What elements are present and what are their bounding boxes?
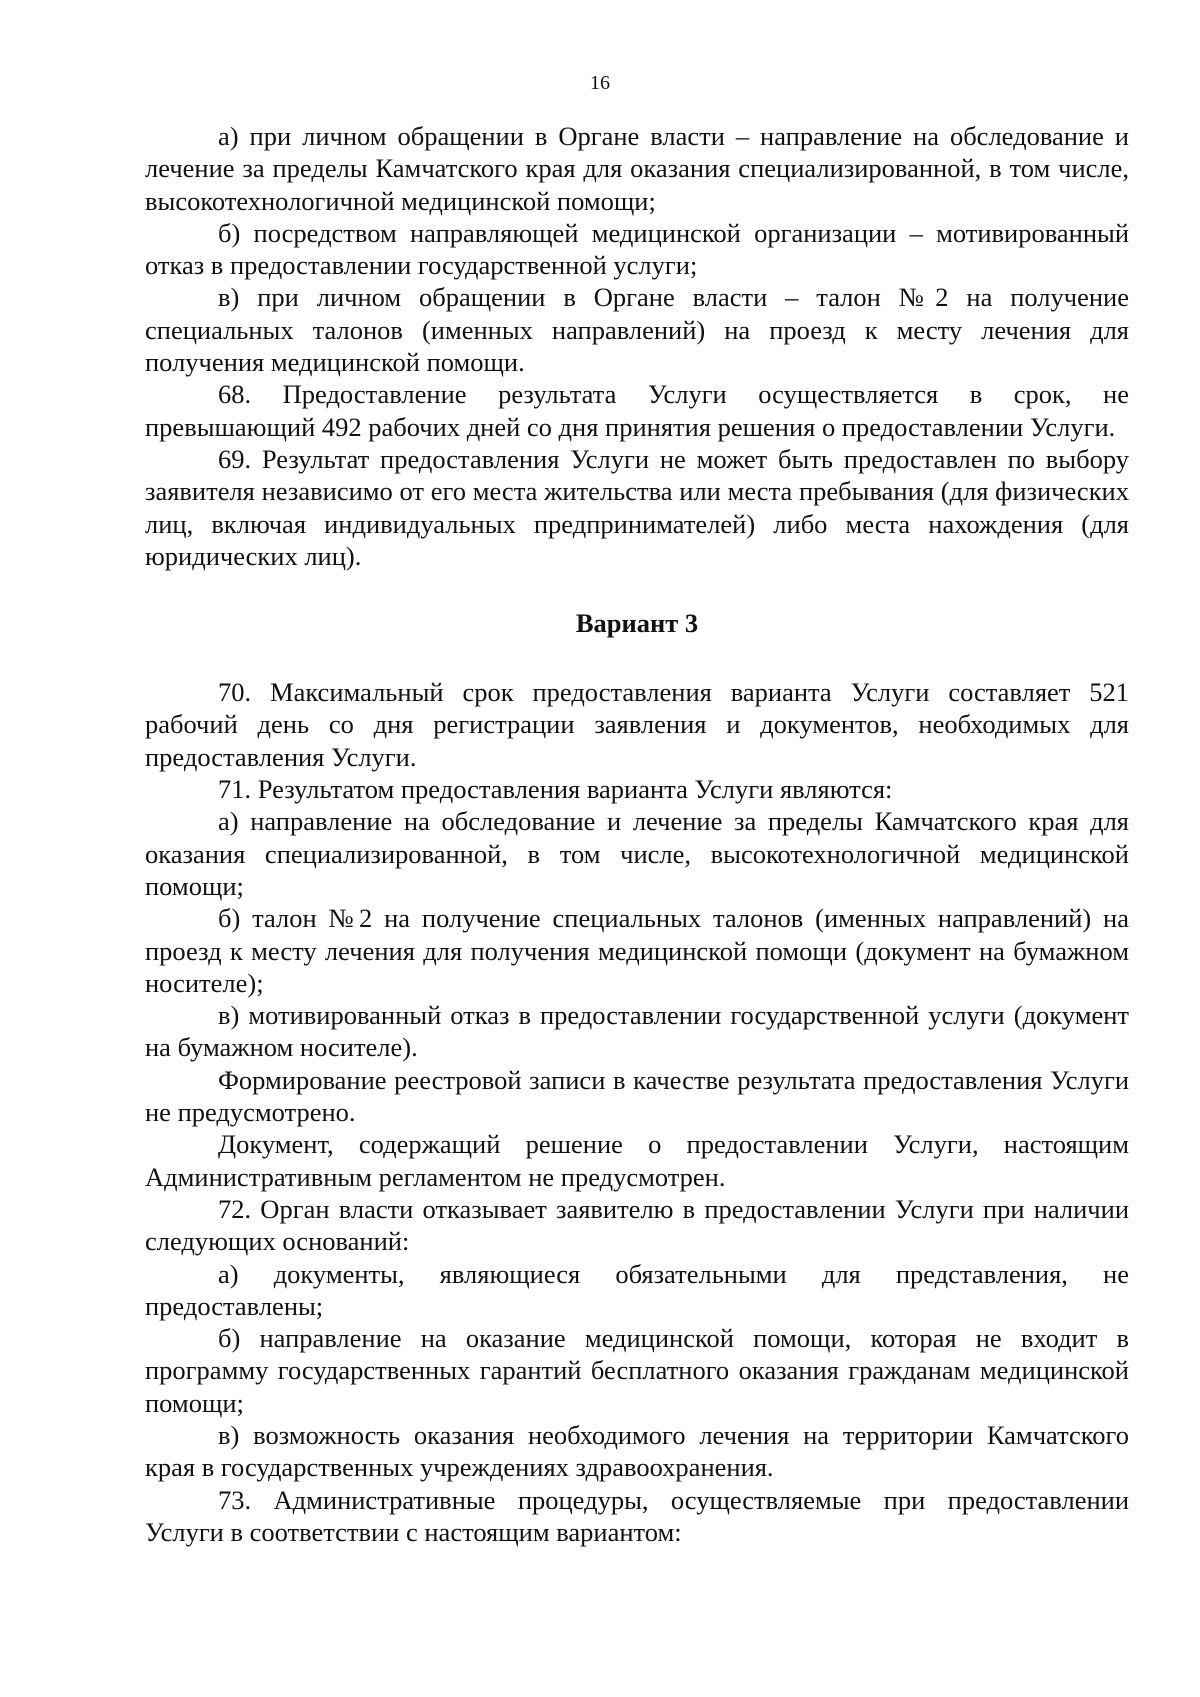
paragraph: 70. Максимальный срок предоставления варианта Услуги составляет 521 рабочий день со дня регистрации заявления и документов, необходимых для предоставления Услуги. bbox=[145, 677, 1129, 772]
paragraph: б) талон №2 на получение специальных талонов (именных направлений) на проезд к месту лечения для получения медицинской помощи (документ на бумажном носителе); bbox=[145, 903, 1129, 998]
paragraph: в) возможность оказания необходимого лечения на территории Камчатского края в государственных учреждениях здравоохранения. bbox=[145, 1419, 1129, 1483]
paragraph: 68. Предоставление результата Услуги осуществляется в срок, не превышающий 492 рабочих дней со дня принятия решения о предоставлении Услуги. bbox=[145, 379, 1129, 442]
paragraph: 71. Результатом предоставления варианта Услуги являются: bbox=[218, 774, 893, 805]
paragraph: в) мотивированный отказ в предоставлении государственной услуги (документ на бумажном носителе). bbox=[145, 1000, 1129, 1063]
section-heading: Вариант 3 bbox=[575, 608, 699, 639]
paragraph: б) посредством направляющей медицинской организации – мотивированный отказ в предоставлении государственной услуги; bbox=[145, 217, 1129, 281]
paragraph: Формирование реестровой записи в качестве результата предоставления Услуги не предусмотрено. bbox=[145, 1064, 1129, 1128]
paragraph: 72. Орган власти отказывает заявителю в предоставлении Услуги при наличии следующих оснований: bbox=[145, 1193, 1129, 1257]
paragraph: а) направление на обследование и лечение за пределы Камчатского края для оказания специализированной, в том числе, высокотехнологичной медицинской помощи; bbox=[145, 806, 1129, 901]
paragraph: а) при личном обращении в Органе власти – направление на обследование и лечение за пределы Камчатского края для оказания специализированной, в том числе, высокотехнологичной медицинской помощи; bbox=[145, 121, 1129, 216]
paragraph: 69. Результат предоставления Услуги не может быть предоставлен по выбору заявителя независимо от его места жительства или места пребывания (для физических лиц, включая индивидуальных предпринимателей) либо места нахождения (для юридических лиц). bbox=[145, 443, 1129, 571]
paragraph: Документ, содержащий решение о предоставлении Услуги, настоящим Административным регламентом не предусмотрен. bbox=[145, 1129, 1129, 1192]
paragraph: б) направление на оказание медицинской помощи, которая не входит в программу государственных гарантий бесплатного оказания гражданам медицинской помощи; bbox=[145, 1323, 1129, 1418]
paragraph: в) при личном обращении в Органе власти – талон №2 на получение специальных талонов (именных направлений) на проезд к месту лечения для получения медицинской помощи. bbox=[145, 282, 1129, 378]
document-body bbox=[145, 120, 1129, 1548]
paragraph: 73. Административные процедуры, осуществляемые при предоставлении Услуги в соответствии с настоящим вариантом: bbox=[145, 1484, 1129, 1547]
paragraph: а) документы, являющиеся обязательными для представления, не предоставлены; bbox=[145, 1258, 1129, 1321]
page-number: 16 bbox=[590, 72, 610, 94]
